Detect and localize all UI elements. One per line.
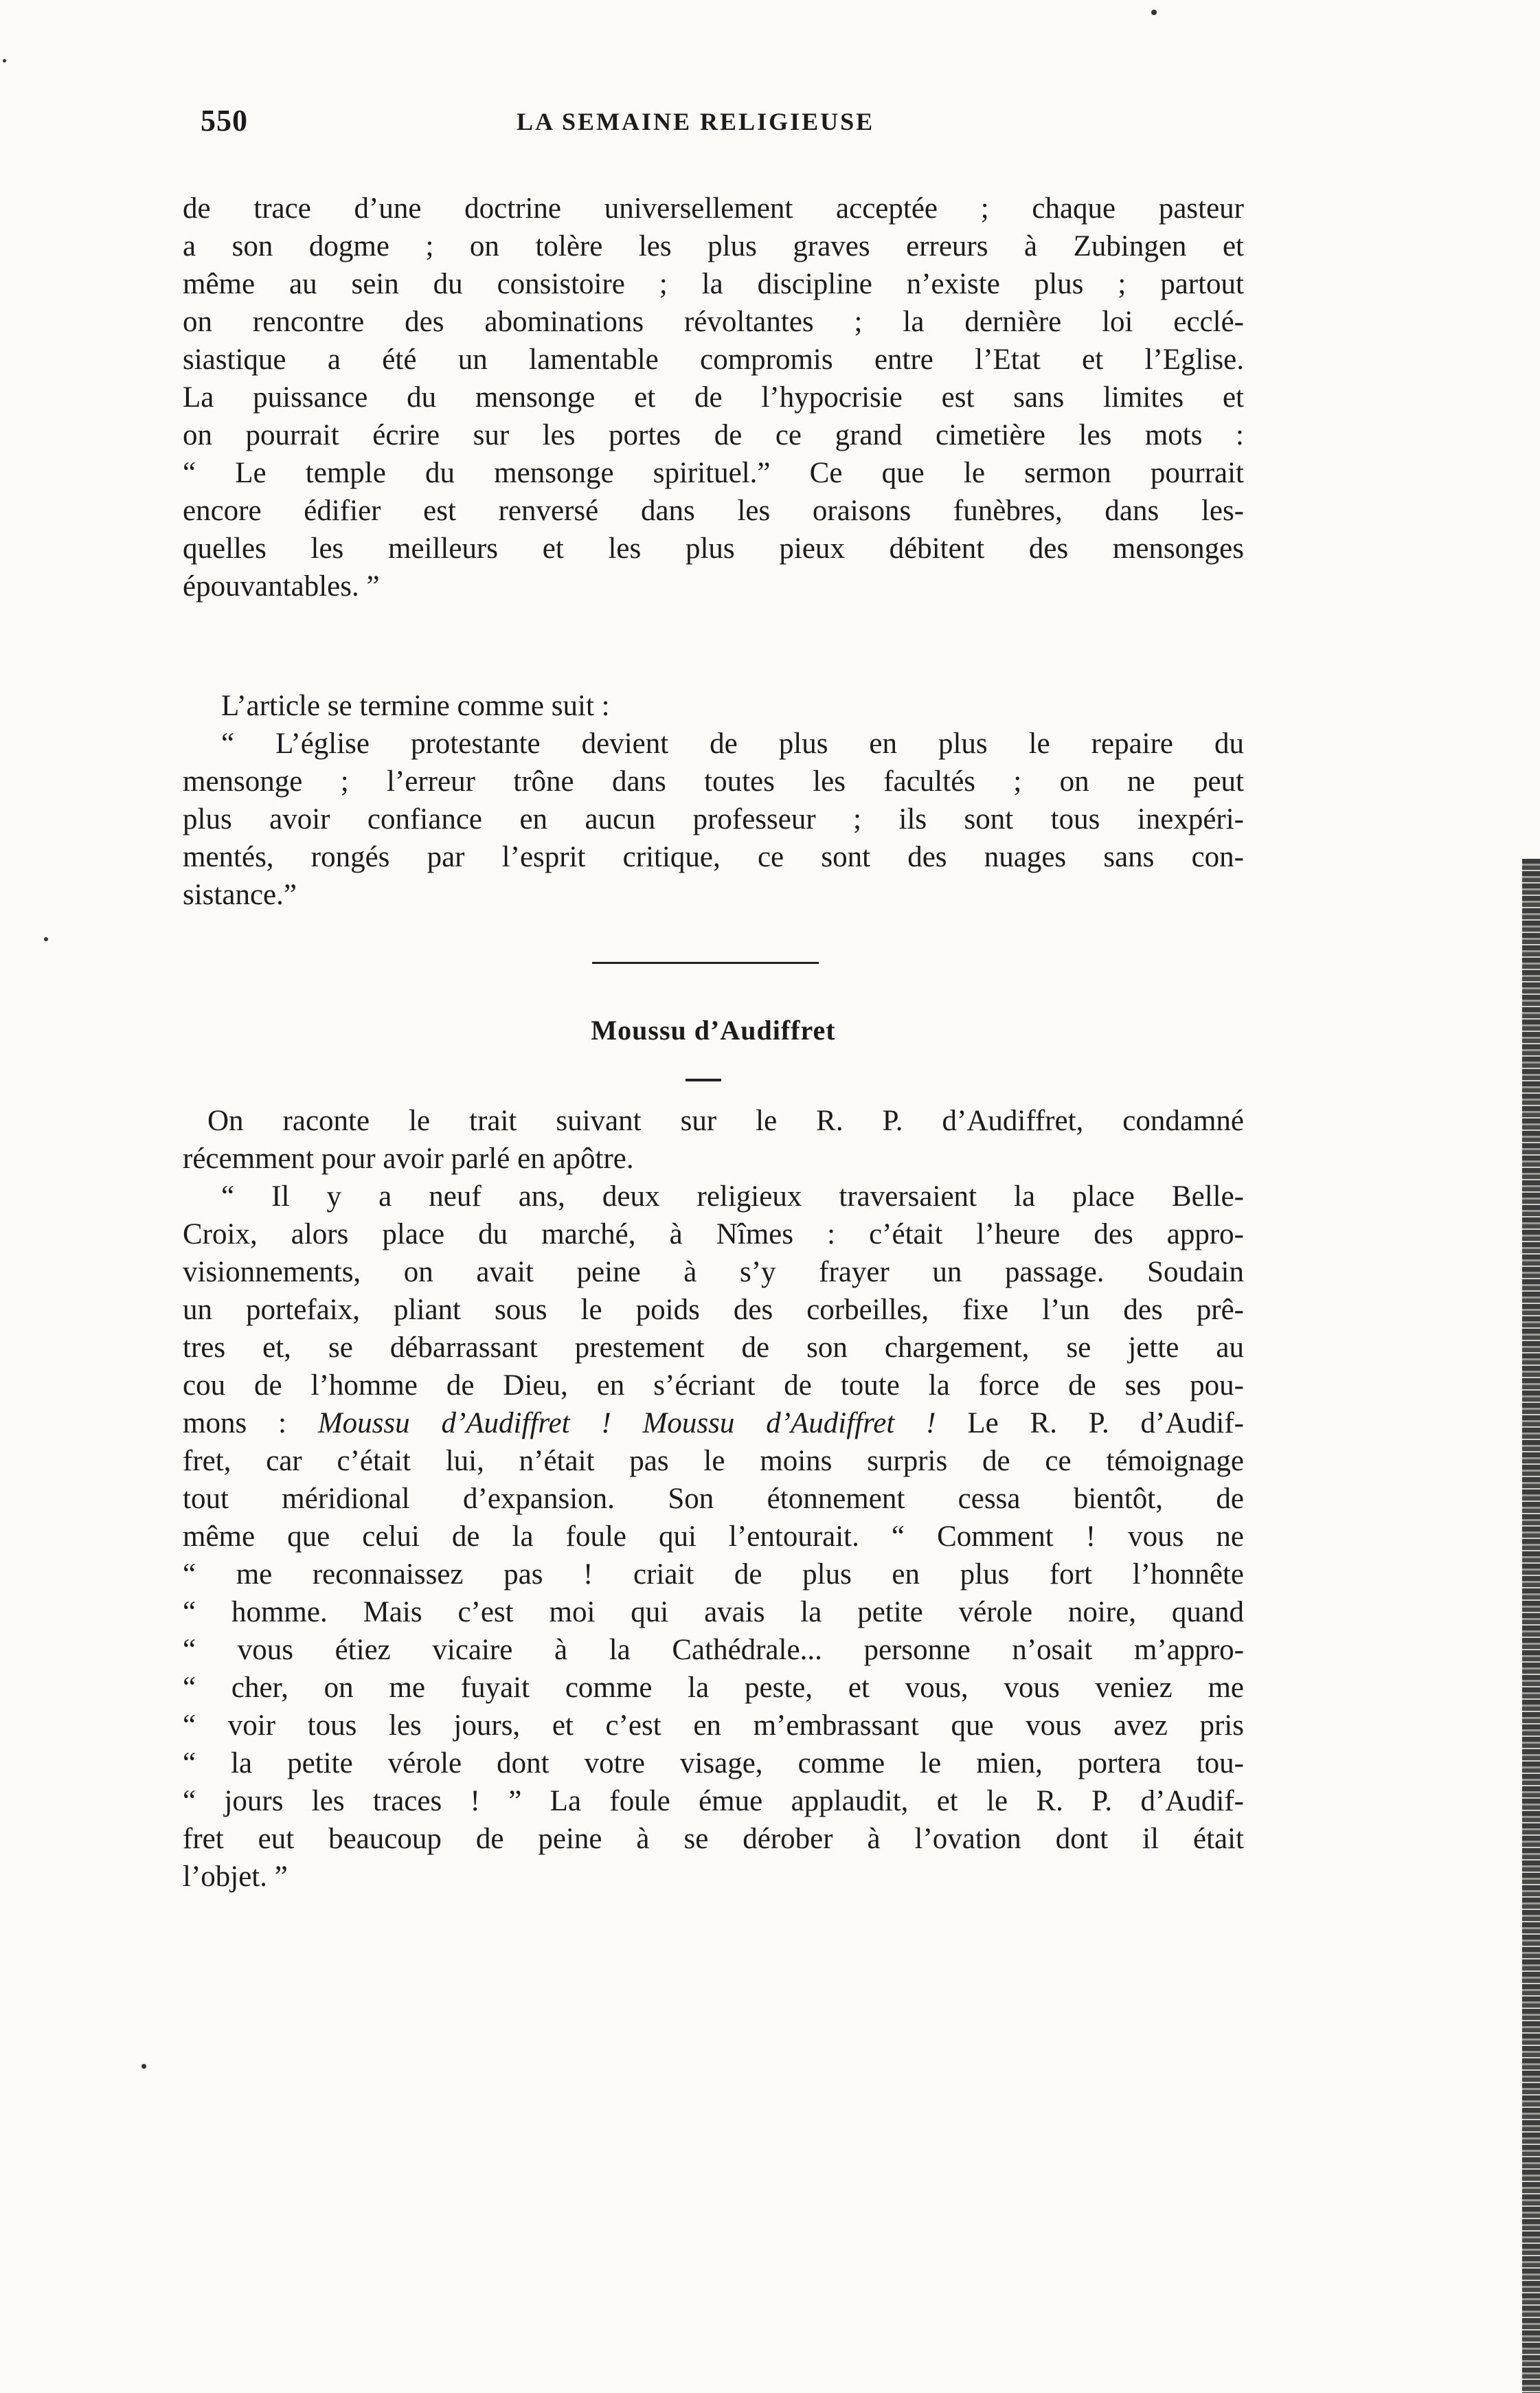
text-line: On raconte le trait suivant sur le R. P. d’Audiffret, condamné: [207, 1105, 1244, 1137]
running-title: LA SEMAINE RELIGIEUSE: [517, 108, 875, 135]
text-line: quelles les meilleurs et les plus pieux débitent des mensonges: [183, 532, 1244, 565]
running-head: [201, 103, 1231, 144]
text-line: un portefaix, pliant sous le poids des corbeilles, fixe l’un des prê-: [183, 1294, 1244, 1326]
text-line: tout méridional d’expansion. Son étonnement cessa bientôt, de: [183, 1483, 1244, 1515]
section-heading: Moussu d’Audiffret: [591, 1015, 836, 1046]
text-line: fret, car c’était lui, n’était pas le moins surpris de ce témoignage: [183, 1445, 1244, 1477]
italic-exclamation: Moussu d’Audiffret ! Moussu d’Audiffret !: [317, 1407, 936, 1439]
text-line-with-italic: mons : Moussu d’Audiffret ! Moussu d’Audiffret ! Le R. P. d’Audif-: [183, 1407, 1244, 1439]
text-line: cou de l’homme de Dieu, en s’écriant de toute la force de ses pou-: [183, 1369, 1244, 1402]
text-line: épouvantables. ”: [183, 570, 380, 603]
text-line: mensonge ; l’erreur trône dans toutes les facultés ; on ne peut: [183, 765, 1244, 798]
text-line: mentés, rongés par l’esprit critique, ce sont des nuages sans con-: [183, 841, 1244, 873]
scan-speck: [1151, 10, 1157, 15]
text-line: on rencontre des abominations révoltantes ; la dernière loi ecclé-: [183, 306, 1244, 338]
text-line: “ L’église protestante devient de plus en plus le repaire du: [221, 728, 1244, 760]
text-line: on pourrait écrire sur les portes de ce grand cimetière les mots :: [183, 419, 1244, 451]
scan-speck: [44, 937, 48, 941]
text-line: “ vous étiez vicaire à la Cathédrale... personne n’osait m’appro-: [183, 1634, 1244, 1666]
text-line: a son dogme ; on tolère les plus graves erreurs à Zubingen et: [183, 230, 1244, 262]
text-line: même que celui de la foule qui l’entourait. “ Comment ! vous ne: [183, 1520, 1244, 1553]
text-line: “ jours les traces ! ” La foule émue applaudit, et le R. P. d’Audif-: [183, 1785, 1244, 1817]
text-line: L’article se termine comme suit :: [221, 690, 610, 722]
text-line: “ Le temple du mensonge spirituel.” Ce que le sermon pourrait: [183, 457, 1244, 489]
page-number: 550: [201, 104, 248, 137]
text-line: La puissance du mensonge et de l’hypocrisie est sans limites et: [183, 381, 1244, 414]
paragraph-article-ending: [183, 687, 1244, 914]
text-line: sistance.”: [183, 879, 297, 911]
text-line: “ la petite vérole dont votre visage, comme le mien, portera tou-: [183, 1747, 1244, 1779]
text-line: “ me reconnaissez pas ! criait de plus en plus fort l’honnête: [183, 1558, 1244, 1591]
text-line: encore édifier est renversé dans les oraisons funèbres, dans les-: [183, 495, 1244, 527]
text-line: plus avoir confiance en aucun professeur ; ils sont tous inexpéri-: [183, 803, 1244, 835]
paragraph-quote-continuation: [183, 190, 1244, 605]
heading-dash: [686, 1079, 721, 1081]
text-line: fret eut beaucoup de peine à se dérober à l’ovation dont il était: [183, 1823, 1244, 1855]
text-line: Croix, alors place du marché, à Nîmes : c’était l’heure des appro-: [183, 1218, 1244, 1250]
text-line: “ voir tous les jours, et c’est en m’embrassant que vous avez pris: [183, 1709, 1244, 1742]
text-line: tres et, se débarrassant prestement de son chargement, se jette au: [183, 1332, 1244, 1364]
scan-speck: [141, 2064, 146, 2069]
paragraph-anecdote: [183, 1102, 1244, 1896]
text-line: l’objet. ”: [183, 1861, 288, 1893]
scan-binding-edge: [1522, 859, 1540, 2393]
text-line: même au sein du consistoire ; la discipline n’existe plus ; partout: [183, 268, 1244, 300]
scan-speck: [3, 59, 6, 63]
text-line: “ cher, on me fuyait comme la peste, et vous, vous veniez me: [183, 1672, 1244, 1704]
text-line: siastique a été un lamentable compromis entre l’Etat et l’Eglise.: [183, 344, 1244, 376]
text-line: visionnements, on avait peine à s’y frayer un passage. Soudain: [183, 1256, 1244, 1288]
text-line: “ homme. Mais c’est moi qui avais la petite vérole noire, quand: [183, 1596, 1244, 1628]
text-line: “ Il y a neuf ans, deux religieux traversaient la place Belle-: [221, 1180, 1244, 1213]
section-divider: [592, 962, 819, 964]
text-line: récemment pour avoir parlé en apôtre.: [183, 1143, 634, 1175]
text-line: de trace d’une doctrine universellement acceptée ; chaque pasteur: [183, 192, 1244, 225]
